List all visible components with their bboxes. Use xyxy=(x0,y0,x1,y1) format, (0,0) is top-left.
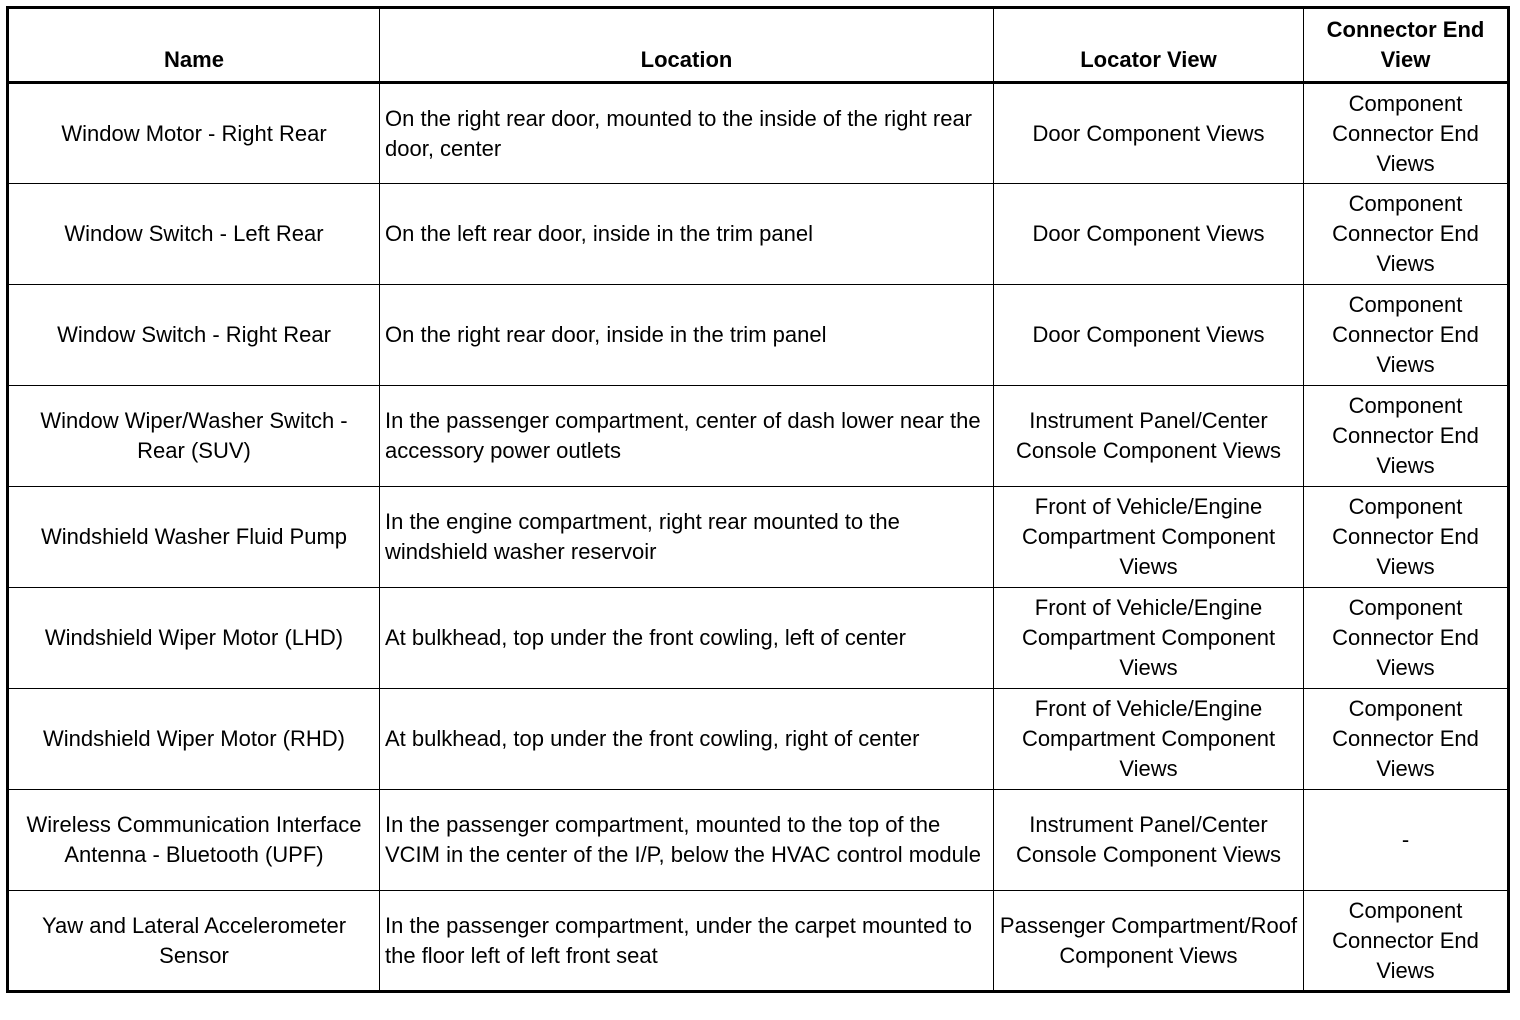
table-row xyxy=(8,891,1509,992)
cell-location: On the right rear door, inside in the trim panel xyxy=(380,285,994,386)
header-row xyxy=(8,8,1509,83)
table-row xyxy=(8,588,1509,689)
table-row xyxy=(8,790,1509,891)
cell-connector-end-view: Component Connector End Views xyxy=(1304,487,1509,588)
cell-connector-end-view: Component Connector End Views xyxy=(1304,891,1509,992)
component-locator-table xyxy=(6,6,1510,993)
cell-location: In the passenger compartment, mounted to the top of the VCIM in the center of the I/P, below the HVAC control module xyxy=(380,790,994,891)
cell-locator-view: Instrument Panel/Center Console Component Views xyxy=(994,790,1304,891)
table-row xyxy=(8,285,1509,386)
cell-locator-view: Front of Vehicle/Engine Compartment Component Views xyxy=(994,588,1304,689)
table-row xyxy=(8,487,1509,588)
cell-connector-end-view: Component Connector End Views xyxy=(1304,83,1509,184)
cell-name: Windshield Wiper Motor (LHD) xyxy=(8,588,380,689)
cell-name: Windshield Wiper Motor (RHD) xyxy=(8,689,380,790)
cell-location: On the left rear door, inside in the trim panel xyxy=(380,184,994,285)
header-connector-end-view: Connector End View xyxy=(1304,8,1509,83)
cell-locator-view: Front of Vehicle/Engine Compartment Component Views xyxy=(994,487,1304,588)
cell-locator-view: Door Component Views xyxy=(994,83,1304,184)
cell-location: At bulkhead, top under the front cowling, right of center xyxy=(380,689,994,790)
cell-name: Window Switch - Right Rear xyxy=(8,285,380,386)
cell-location: In the passenger compartment, center of dash lower near the accessory power outlets xyxy=(380,386,994,487)
cell-name: Window Switch - Left Rear xyxy=(8,184,380,285)
cell-name: Yaw and Lateral Accelerometer Sensor xyxy=(8,891,380,992)
cell-location: In the passenger compartment, under the carpet mounted to the floor left of left front seat xyxy=(380,891,994,992)
cell-connector-end-view: Component Connector End Views xyxy=(1304,184,1509,285)
table-row xyxy=(8,83,1509,184)
header-locator-view: Locator View xyxy=(994,8,1304,83)
table-row xyxy=(8,184,1509,285)
table-row xyxy=(8,689,1509,790)
header-location: Location xyxy=(380,8,994,83)
table-row xyxy=(8,386,1509,487)
cell-connector-end-view: Component Connector End Views xyxy=(1304,689,1509,790)
cell-locator-view: Passenger Compartment/Roof Component Views xyxy=(994,891,1304,992)
cell-name: Wireless Communication Interface Antenna - Bluetooth (UPF) xyxy=(8,790,380,891)
cell-name: Window Wiper/Washer Switch - Rear (SUV) xyxy=(8,386,380,487)
cell-locator-view: Instrument Panel/Center Console Component Views xyxy=(994,386,1304,487)
cell-connector-end-view: Component Connector End Views xyxy=(1304,588,1509,689)
cell-name: Windshield Washer Fluid Pump xyxy=(8,487,380,588)
cell-locator-view: Door Component Views xyxy=(994,184,1304,285)
cell-location: In the engine compartment, right rear mounted to the windshield washer reservoir xyxy=(380,487,994,588)
header-name: Name xyxy=(8,8,380,83)
cell-connector-end-view: Component Connector End Views xyxy=(1304,285,1509,386)
cell-location: At bulkhead, top under the front cowling, left of center xyxy=(380,588,994,689)
cell-locator-view: Door Component Views xyxy=(994,285,1304,386)
cell-connector-end-view: Component Connector End Views xyxy=(1304,386,1509,487)
cell-location: On the right rear door, mounted to the inside of the right rear door, center xyxy=(380,83,994,184)
cell-locator-view: Front of Vehicle/Engine Compartment Component Views xyxy=(994,689,1304,790)
cell-name: Window Motor - Right Rear xyxy=(8,83,380,184)
cell-connector-end-view: - xyxy=(1304,790,1509,891)
